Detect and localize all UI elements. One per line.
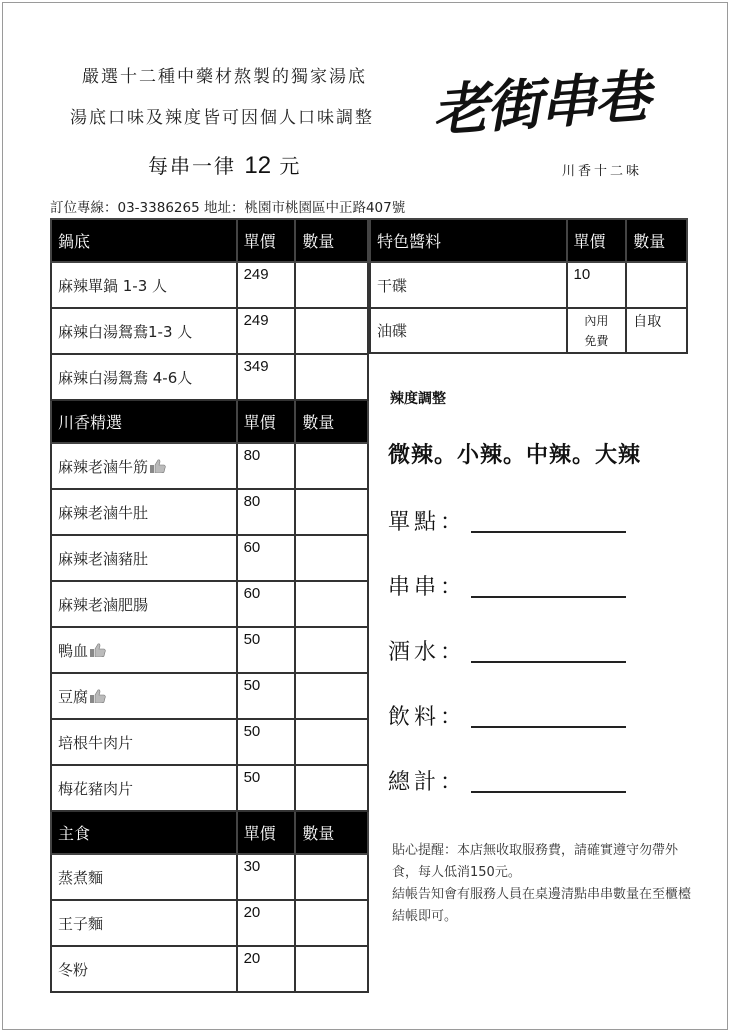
- staple-header-qty: 數量: [295, 811, 368, 854]
- slogan-2: 湯底口味及辣度皆可因個人口味調整: [70, 108, 374, 128]
- item-price: 50: [237, 673, 296, 719]
- order-field-label: 酒水：: [388, 640, 467, 665]
- sauce-header-qty: 數量: [626, 219, 687, 262]
- soup-header-row: [51, 219, 368, 262]
- flat-price: [148, 150, 299, 180]
- flat-price-value: 12: [244, 152, 272, 179]
- item-name-text: 王子麵: [58, 914, 104, 933]
- item-price: 50: [237, 765, 296, 811]
- table-row: [370, 308, 687, 353]
- table-row: [51, 535, 368, 581]
- item-name-text: 培根牛肉片: [58, 733, 134, 752]
- item-price: [567, 308, 627, 353]
- table-row: [51, 673, 368, 719]
- soup-header-name: 鍋底: [51, 219, 237, 262]
- item-name-text: 麻辣老滷肥腸: [58, 595, 149, 614]
- item-name-text: 豆腐: [58, 687, 89, 706]
- item-qty[interactable]: [295, 765, 368, 811]
- menu-table-left: [50, 218, 369, 993]
- item-qty[interactable]: [295, 581, 368, 627]
- flat-price-unit: 元: [279, 154, 300, 178]
- order-field-label: 串串：: [388, 575, 467, 600]
- item-name: [51, 443, 237, 489]
- item-name: [51, 535, 237, 581]
- thumbs-up-icon: [90, 689, 106, 703]
- item-price: 20: [237, 946, 296, 992]
- table-row: [51, 443, 368, 489]
- item-qty[interactable]: [295, 354, 368, 400]
- item-price: 50: [237, 627, 296, 673]
- special-header-qty: 數量: [295, 400, 368, 443]
- staple-header-price: 單價: [237, 811, 296, 854]
- item-qty[interactable]: [295, 262, 368, 308]
- item-name-text: 麻辣老滷牛筋: [58, 457, 149, 476]
- soup-header-price: 單價: [237, 219, 296, 262]
- item-price: 80: [237, 489, 296, 535]
- item-name-text: 麻辣白湯鴛鴦1-3 人: [58, 322, 193, 341]
- table-row: [51, 946, 368, 992]
- staple-header-row: [51, 811, 368, 854]
- item-name: 干碟: [370, 262, 567, 308]
- table-row: [51, 581, 368, 627]
- order-field-blank[interactable]: [471, 726, 626, 728]
- note-reminder: 貼心提醒：本店無收取服務費，請確實遵守勿帶外食，每人低消150元。: [392, 843, 679, 880]
- slogan-1: 嚴選十二種中藥材熬製的獨家湯底: [82, 67, 367, 87]
- item-name: [51, 262, 237, 308]
- item-name: [51, 854, 237, 900]
- item-price: 10: [567, 262, 627, 308]
- item-price: 30: [237, 854, 296, 900]
- item-name: [51, 900, 237, 946]
- sauce-header-name: 特色醬料: [370, 219, 567, 262]
- item-name-text: 麻辣老滷豬肚: [58, 549, 149, 568]
- item-price: 50: [237, 719, 296, 765]
- item-name: [51, 765, 237, 811]
- item-price: 249: [237, 262, 296, 308]
- table-row: [51, 354, 368, 400]
- item-qty[interactable]: [295, 308, 368, 354]
- sauce-header-row: [370, 219, 687, 262]
- order-field-blank[interactable]: [471, 791, 626, 793]
- order-field-blank[interactable]: [471, 531, 626, 533]
- item-qty[interactable]: [295, 627, 368, 673]
- item-qty[interactable]: [295, 719, 368, 765]
- item-price: 60: [237, 581, 296, 627]
- order-field-label: 飲料：: [388, 705, 467, 730]
- order-field-blank[interactable]: [471, 596, 626, 598]
- special-header-price: 單價: [237, 400, 296, 443]
- flat-price-prefix: 每串一律: [148, 154, 236, 178]
- item-name-text: 蒸煮麵: [58, 868, 104, 887]
- table-row: [51, 900, 368, 946]
- price-line-1: 內用: [584, 313, 609, 328]
- table-row: [370, 262, 687, 308]
- logo-title: 老街串巷: [430, 63, 651, 145]
- special-header-row: [51, 400, 368, 443]
- item-name-text: 冬粉: [58, 960, 89, 979]
- item-name-text: 麻辣老滷牛肚: [58, 503, 149, 522]
- item-name: 油碟: [370, 308, 567, 353]
- order-field-label: 單點：: [388, 510, 467, 535]
- item-name: [51, 673, 237, 719]
- contact-info: 訂位專線：03-3386265 地址：桃園市桃園區中正路407號: [50, 200, 406, 216]
- item-qty[interactable]: [295, 946, 368, 992]
- item-price: 20: [237, 900, 296, 946]
- order-field-blank[interactable]: [471, 661, 626, 663]
- table-row: [51, 262, 368, 308]
- item-price: 249: [237, 308, 296, 354]
- order-field-label: 總計：: [388, 770, 467, 795]
- spice-levels: 微辣。小辣。中辣。大辣: [388, 443, 642, 468]
- item-qty[interactable]: [626, 262, 687, 308]
- item-name-text: 麻辣單鍋 1-3 人: [58, 276, 168, 295]
- soup-header-qty: 數量: [295, 219, 368, 262]
- item-qty[interactable]: [295, 489, 368, 535]
- item-price: 80: [237, 443, 296, 489]
- item-name-text: 鴨血: [58, 641, 89, 660]
- item-name: [51, 308, 237, 354]
- thumbs-up-icon: [150, 459, 166, 473]
- item-qty[interactable]: [295, 535, 368, 581]
- item-qty[interactable]: [295, 443, 368, 489]
- item-qty[interactable]: [295, 900, 368, 946]
- item-qty: 自取: [626, 308, 687, 353]
- item-name: [51, 581, 237, 627]
- item-name: [51, 354, 237, 400]
- table-row: [51, 719, 368, 765]
- table-row: [51, 627, 368, 673]
- sauce-table: [369, 218, 688, 354]
- item-name-text: 麻辣白湯鴛鴦 4-6人: [58, 368, 193, 387]
- note-checkout: 結帳告知會有服務人員在桌邊清點串串數量在至櫃檯結帳即可。: [392, 887, 692, 924]
- item-name: [51, 489, 237, 535]
- item-price: 349: [237, 354, 296, 400]
- item-price: 60: [237, 535, 296, 581]
- logo-subtitle: 川香十二味: [562, 164, 643, 179]
- staple-header-name: 主食: [51, 811, 237, 854]
- table-row: [51, 308, 368, 354]
- item-name: [51, 627, 237, 673]
- item-qty[interactable]: [295, 673, 368, 719]
- sauce-header-price: 單價: [567, 219, 627, 262]
- table-row: [51, 489, 368, 535]
- table-row: [51, 765, 368, 811]
- thumbs-up-icon: [90, 643, 106, 657]
- item-name: [51, 946, 237, 992]
- item-qty[interactable]: [295, 854, 368, 900]
- table-row: [51, 854, 368, 900]
- spice-title: 辣度調整: [390, 391, 446, 407]
- item-name: [51, 719, 237, 765]
- special-header-name: 川香精選: [51, 400, 237, 443]
- price-line-2: 免費: [584, 333, 609, 348]
- item-name-text: 梅花豬肉片: [58, 779, 134, 798]
